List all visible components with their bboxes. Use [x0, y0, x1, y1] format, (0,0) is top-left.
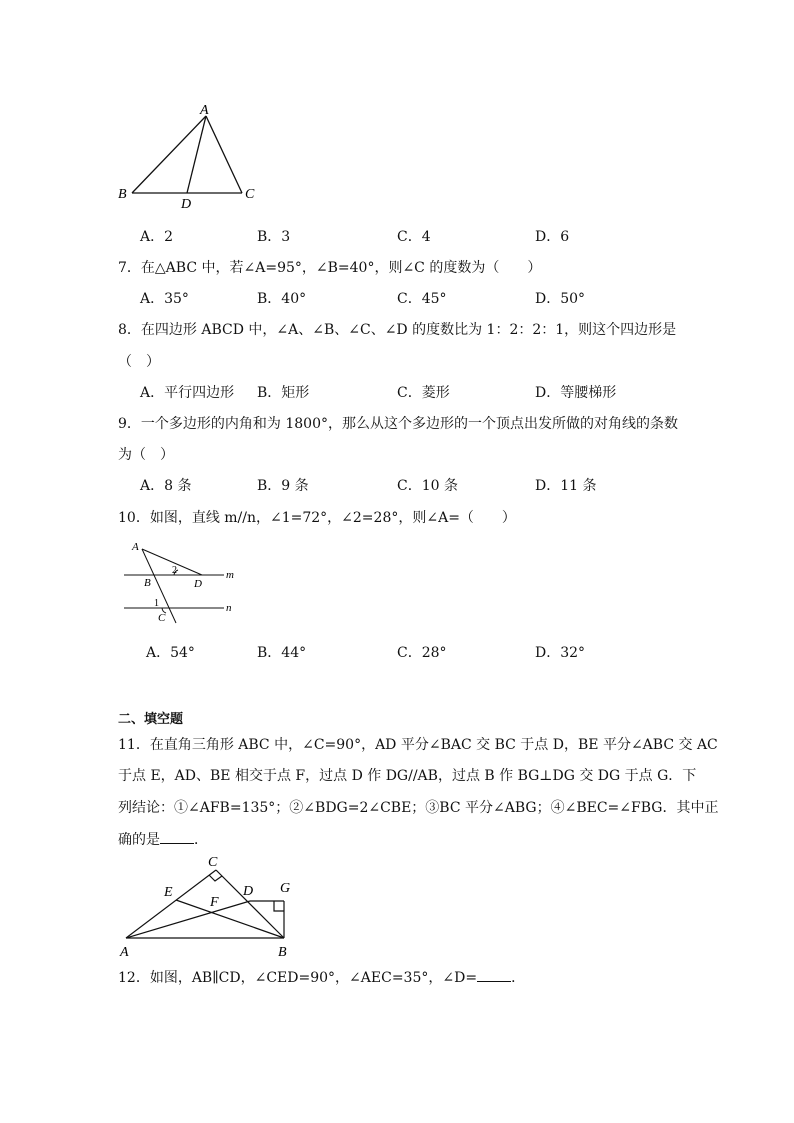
- q6-option-a: A．2: [140, 229, 174, 245]
- q12-suffix: ．: [511, 970, 526, 986]
- q11-label-D: D: [243, 884, 254, 899]
- q10-option-d: D．32°: [535, 645, 586, 661]
- q9-stem-line1: 9．一个多边形的内角和为 1800°，那么从这个多边形的一个顶点出发所做的对角线的条数: [118, 416, 678, 432]
- q8-option-b: B．矩形: [257, 385, 310, 401]
- q10-label-one: 1: [154, 598, 159, 609]
- q11-line4-prefix: 确的是: [118, 832, 160, 848]
- q10-label-D: D: [194, 578, 202, 590]
- q10-label-n: n: [226, 602, 232, 614]
- label-D: D: [181, 197, 192, 212]
- q7-stem: 7．在△ABC 中，若∠A=95°，∠B=40°，则∠C 的度数为（ ）: [118, 260, 542, 276]
- q11-label-F: F: [210, 895, 219, 910]
- q10-label-A: A: [132, 541, 139, 553]
- q10-label-C: C: [158, 612, 166, 624]
- q9-option-d: D．11 条: [535, 478, 597, 494]
- q8-stem-line2: （ ）: [118, 354, 160, 370]
- q7-option-c: C．45°: [397, 291, 447, 307]
- q10-label-B: B: [144, 577, 151, 589]
- q7-option-d: D．50°: [535, 291, 586, 307]
- q11-line3: 列结论：①∠AFB=135°；②∠BDG=2∠CBE；③BC 平分∠ABG；④∠BEC=∠FBG．其中正: [118, 800, 719, 816]
- q7-option-b: B．40°: [257, 291, 307, 307]
- q11-label-E: E: [164, 885, 173, 900]
- q11-line4: [118, 829, 208, 850]
- q10-option-a: A．54°: [146, 645, 195, 661]
- q10-option-c: C．28°: [397, 645, 447, 661]
- q12-answer-blank[interactable]: [477, 967, 511, 982]
- q10-label-m: m: [226, 569, 234, 581]
- q8-option-a: A．平行四边形: [140, 385, 235, 401]
- q11-label-C: C: [208, 855, 218, 870]
- q11-line2: 于点 E，AD、BE 相交于点 F，过点 D 作 DG//AB，过点 B 作 BG⊥DG 交 DG 于点 G．下: [118, 768, 697, 784]
- triangle-abd-figure: [112, 100, 272, 212]
- label-C: C: [245, 187, 255, 202]
- q7-option-a: A．35°: [140, 291, 189, 307]
- label-B: B: [118, 187, 127, 202]
- q11-label-A: A: [120, 945, 129, 960]
- q8-option-d: D．等腰梯形: [535, 385, 617, 401]
- q11-line4-suffix: ．: [194, 832, 208, 848]
- q6-option-c: C．4: [397, 229, 431, 245]
- q11-label-G: G: [280, 881, 291, 896]
- q8-option-c: C．菱形: [397, 385, 450, 401]
- q12-prefix: 12．如图，AB∥CD，∠CED=90°，∠AEC=35°，∠D=: [118, 970, 478, 986]
- q9-option-b: B．9 条: [257, 478, 309, 494]
- q8-stem-line1: 8．在四边形 ABCD 中，∠A、∠B、∠C、∠D 的度数比为 1：2：2：1，则这个四边形是: [118, 322, 677, 338]
- q10-label-two: 2: [172, 565, 177, 576]
- q6-option-d: D．6: [535, 229, 570, 245]
- q12-line: [118, 967, 525, 988]
- q11-line1: 11．在直角三角形 ABC 中，∠C=90°，AD 平分∠BAC 交 BC 于点 D，BE 平分∠ABC 交 AC: [118, 737, 718, 753]
- q6-option-b: B．3: [257, 229, 291, 245]
- label-A: A: [200, 103, 209, 118]
- section-title-fill-in: 二、填空题: [118, 712, 184, 727]
- q11-answer-blank[interactable]: [160, 829, 194, 844]
- q9-option-c: C．10 条: [397, 478, 458, 494]
- q9-option-a: A．8 条: [140, 478, 192, 494]
- q9-stem-line2: 为（ ）: [118, 447, 174, 463]
- q11-label-B: B: [278, 945, 287, 960]
- q10-option-b: B．44°: [257, 645, 307, 661]
- right-triangle-figure: [118, 852, 298, 960]
- parallel-lines-figure: [118, 537, 242, 629]
- q10-stem: 10．如图，直线 m//n，∠1=72°，∠2=28°，则∠A=（ ）: [118, 510, 516, 526]
